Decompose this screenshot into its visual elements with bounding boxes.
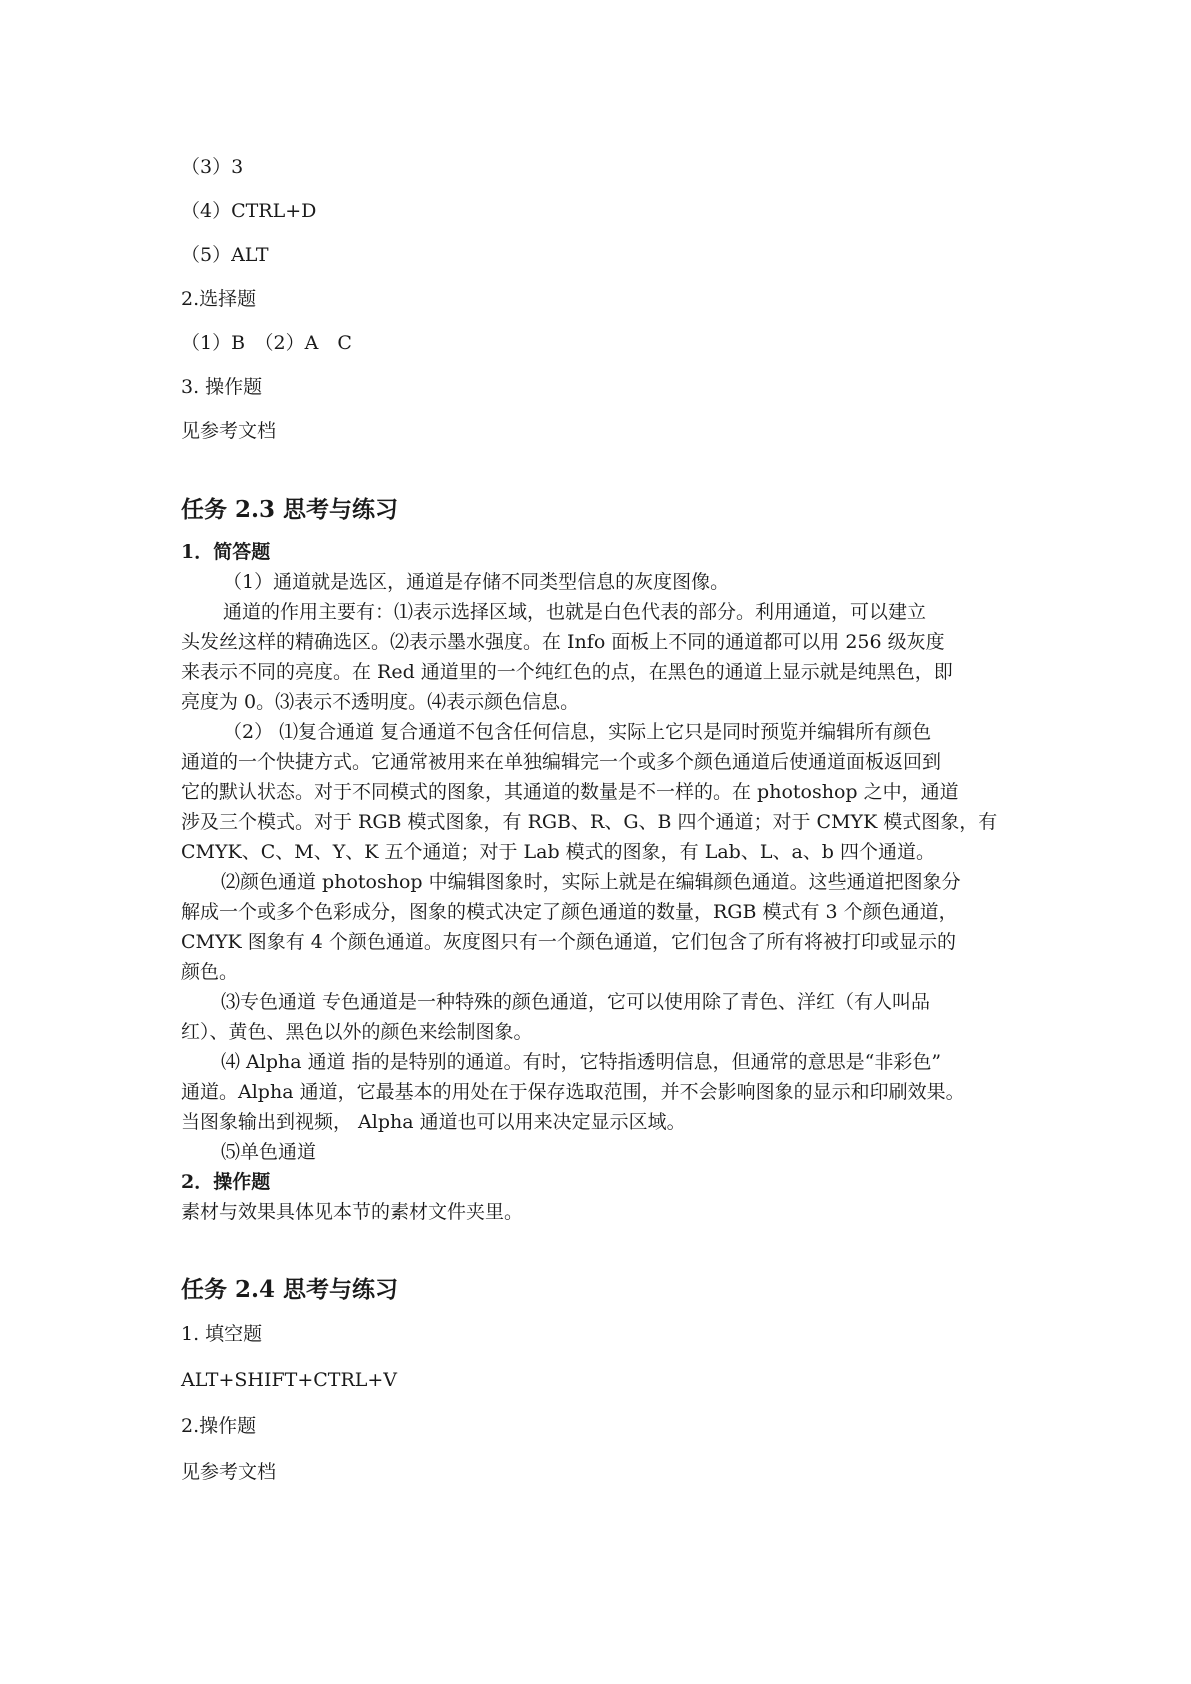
paragraph-line: 通道的作用主要有：⑴表示选择区域，也就是白色代表的部分。利用通道，可以建立 xyxy=(223,601,927,623)
answer-line-5: （5）ALT xyxy=(181,244,269,266)
answer-line-3: （3）3 xyxy=(181,156,244,178)
paragraph-line: 亮度为 0。⑶表示不透明度。⑷表示颜色信息。 xyxy=(181,691,580,713)
operation-answer: 见参考文档 xyxy=(181,420,277,442)
operation-title-2-4: 2.操作题 xyxy=(181,1415,257,1437)
fill-blank-title: 1. 填空题 xyxy=(181,1323,263,1345)
paragraph-line: 当图象输出到视频， Alpha 通道也可以用来决定显示区域。 xyxy=(181,1111,686,1133)
operation-answer-2-4: 见参考文档 xyxy=(181,1461,277,1483)
choice-answers: （1）B （2）A C xyxy=(181,332,352,354)
short-answer-title: 1．简答题 xyxy=(181,541,271,563)
paragraph-line: 头发丝这样的精确选区。⑵表示墨水强度。在 Info 面板上不同的通道都可以用 256 级灰度 xyxy=(181,631,945,653)
choice-question-title: 2.选择题 xyxy=(181,288,257,310)
paragraph-line: 通道的一个快捷方式。它通常被用来在单独编辑完一个或多个颜色通道后使通道面板返回到 xyxy=(181,751,942,773)
paragraph-line: ⑶专色通道 专色通道是一种特殊的颜色通道，它可以使用除了青色、洋红（有人叫品 xyxy=(221,991,931,1013)
operation-title: 2．操作题 xyxy=(181,1171,271,1193)
paragraph-line: 通道。Alpha 通道，它最基本的用处在于保存选取范围，并不会影响图象的显示和印刷效果。 xyxy=(181,1081,965,1103)
paragraph-line: 它的默认状态。对于不同模式的图象，其通道的数量是不一样的。在 photoshop 之中，通道 xyxy=(181,781,959,803)
paragraph-line: 来表示不同的亮度。在 Red 通道里的一个纯红色的点，在黑色的通道上显示就是纯黑色，即 xyxy=(181,661,953,683)
paragraph-line: ⑵颜色通道 photoshop 中编辑图象时，实际上就是在编辑颜色通道。这些通道把图象分 xyxy=(221,871,961,893)
operation-question-title: 3. 操作题 xyxy=(181,376,263,398)
operation-text: 素材与效果具体见本节的素材文件夹里。 xyxy=(181,1201,524,1223)
answer-line-4: （4）CTRL+D xyxy=(181,200,317,222)
paragraph-line: CMYK、C、M、Y、K 五个通道；对于 Lab 模式的图象，有 Lab、L、a、b 四个通道。 xyxy=(181,841,935,863)
paragraph-line: 解成一个或多个色彩成分，图象的模式决定了颜色通道的数量，RGB 模式有 3 个颜色通道， xyxy=(181,901,958,923)
paragraph-line: 颜色。 xyxy=(181,961,239,983)
section-2-3-heading: 任务 2.3 思考与练习 xyxy=(181,496,399,523)
section-2-4-heading: 任务 2.4 思考与练习 xyxy=(181,1276,399,1303)
paragraph-line: ⑸单色通道 xyxy=(221,1141,317,1163)
fill-blank-answer: ALT+SHIFT+CTRL+V xyxy=(181,1369,398,1391)
paragraph-line: 红）、黄色、黑色以外的颜色来绘制图象。 xyxy=(181,1021,533,1043)
paragraph-line: CMYK 图象有 4 个颜色通道。灰度图只有一个颜色通道，它们包含了所有将被打印或显示的 xyxy=(181,931,956,953)
paragraph-line: 涉及三个模式。对于 RGB 模式图象，有 RGB、R、G、B 四个通道；对于 CMYK 模式图象，有 xyxy=(181,811,998,833)
paragraph-line: ⑷ Alpha 通道 指的是特别的通道。有时，它特指透明信息，但通常的意思是“非彩色” xyxy=(221,1051,942,1073)
paragraph-line: （2） ⑴复合通道 复合通道不包含任何信息，实际上它只是同时预览并编辑所有颜色 xyxy=(223,721,932,743)
paragraph-line: （1）通道就是选区，通道是存储不同类型信息的灰度图像。 xyxy=(223,571,730,593)
